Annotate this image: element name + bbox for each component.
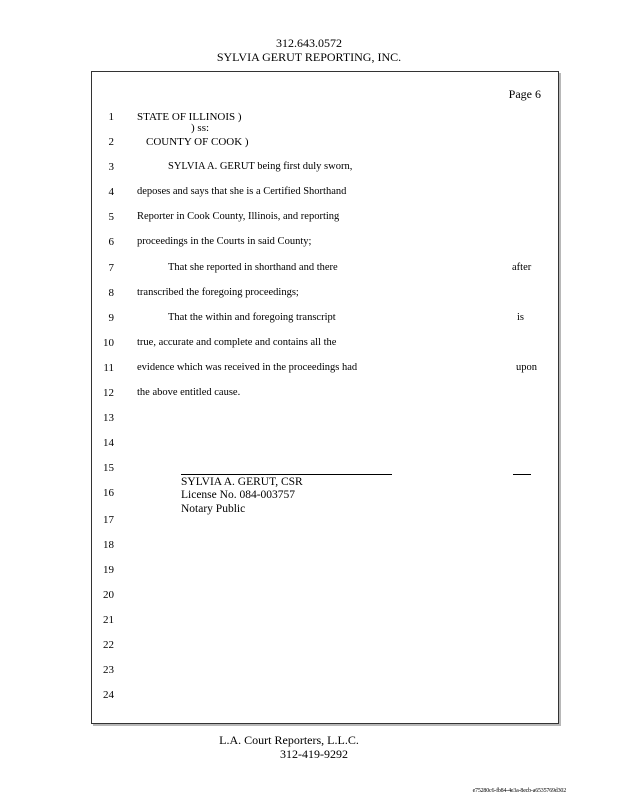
transcript-line [92, 537, 558, 553]
transcript-line [92, 109, 558, 125]
signature-license: License No. 084-003757 [181, 489, 296, 501]
line-text: the above entitled cause. [137, 387, 241, 398]
line-number: 6 [108, 236, 114, 248]
line-number: 1 [108, 111, 114, 123]
line-number: 16 [103, 487, 114, 499]
transcript-line [92, 159, 558, 175]
line-number: 4 [108, 186, 114, 198]
transcript-line [92, 687, 558, 703]
line-number: 11 [103, 362, 114, 374]
transcript-line [92, 410, 558, 426]
line-text: SYLVIA A. GERUT being first duly sworn, [168, 161, 353, 172]
signature-title: Notary Public [181, 503, 246, 515]
transcript-line [92, 184, 558, 200]
line-number: 15 [103, 462, 114, 474]
line-text: deposes and says that she is a Certified Shorthand [137, 186, 347, 197]
line-number: 20 [103, 589, 114, 601]
transcript-line [92, 485, 558, 501]
blank-rule [513, 474, 531, 475]
line-number: 2 [108, 136, 114, 148]
line-right-word: after [512, 262, 532, 273]
line-text: That the within and foregoing transcript [168, 312, 336, 323]
transcript-line [92, 335, 558, 351]
transcript-line [92, 612, 558, 628]
transcript-line [92, 385, 558, 401]
line-number: 14 [103, 437, 114, 449]
transcript-line [92, 360, 558, 376]
line-text: That she reported in shorthand and there [168, 262, 338, 273]
line-number: 22 [103, 639, 114, 651]
transcript-line [92, 435, 558, 451]
signature-name: SYLVIA A. GERUT, CSR [181, 476, 303, 488]
transcript-line [92, 310, 558, 326]
document-id: e75280c6-fb84-4e3a-8ecb-a6535769d302 [472, 788, 566, 794]
line-number: 8 [108, 287, 114, 299]
footer-company: L.A. Court Reporters, L.L.C. [219, 733, 359, 747]
caption-county: COUNTY OF COOK ) [146, 136, 249, 148]
line-number: 9 [108, 312, 114, 324]
line-number: 23 [103, 664, 114, 676]
line-number: 19 [103, 564, 114, 576]
transcript-line [92, 662, 558, 678]
transcript-line [92, 587, 558, 603]
line-number: 3 [108, 161, 114, 173]
line-number: 21 [103, 614, 114, 626]
transcript-line [92, 260, 558, 276]
line-number: 13 [103, 412, 114, 424]
transcript-line [92, 285, 558, 301]
line-text: Reporter in Cook County, Illinois, and reporting [137, 211, 340, 222]
line-number: 5 [108, 211, 114, 223]
transcript-line [92, 562, 558, 578]
line-right-word: is [517, 312, 525, 323]
line-number: 17 [103, 514, 114, 526]
transcript-line [92, 637, 558, 653]
line-right-word: upon [516, 362, 537, 373]
page-number: Page 6 [508, 87, 541, 101]
footer-phone: 312-419-9292 [280, 747, 348, 761]
header-company: SYLVIA GERUT REPORTING, INC. [216, 50, 402, 64]
line-text: evidence which was received in the proceedings had [137, 362, 358, 373]
caption-ss: ) ss: [191, 122, 210, 134]
header-phone: 312.643.0572 [276, 36, 342, 50]
line-text: proceedings in the Courts in said County; [137, 236, 312, 247]
line-number: 10 [103, 337, 114, 349]
line-number: 24 [103, 689, 114, 701]
line-number: 12 [103, 387, 114, 399]
line-number: 18 [103, 539, 114, 551]
transcript-page [91, 71, 559, 724]
line-number: 7 [108, 262, 114, 274]
transcript-line [92, 209, 558, 225]
line-text: true, accurate and complete and contains all the [137, 337, 337, 348]
caption-state: STATE OF ILLINOIS ) [137, 111, 242, 123]
line-text: transcribed the foregoing proceedings; [137, 287, 299, 298]
transcript-line [92, 134, 558, 150]
transcript-line [92, 234, 558, 250]
transcript-line [92, 512, 558, 528]
